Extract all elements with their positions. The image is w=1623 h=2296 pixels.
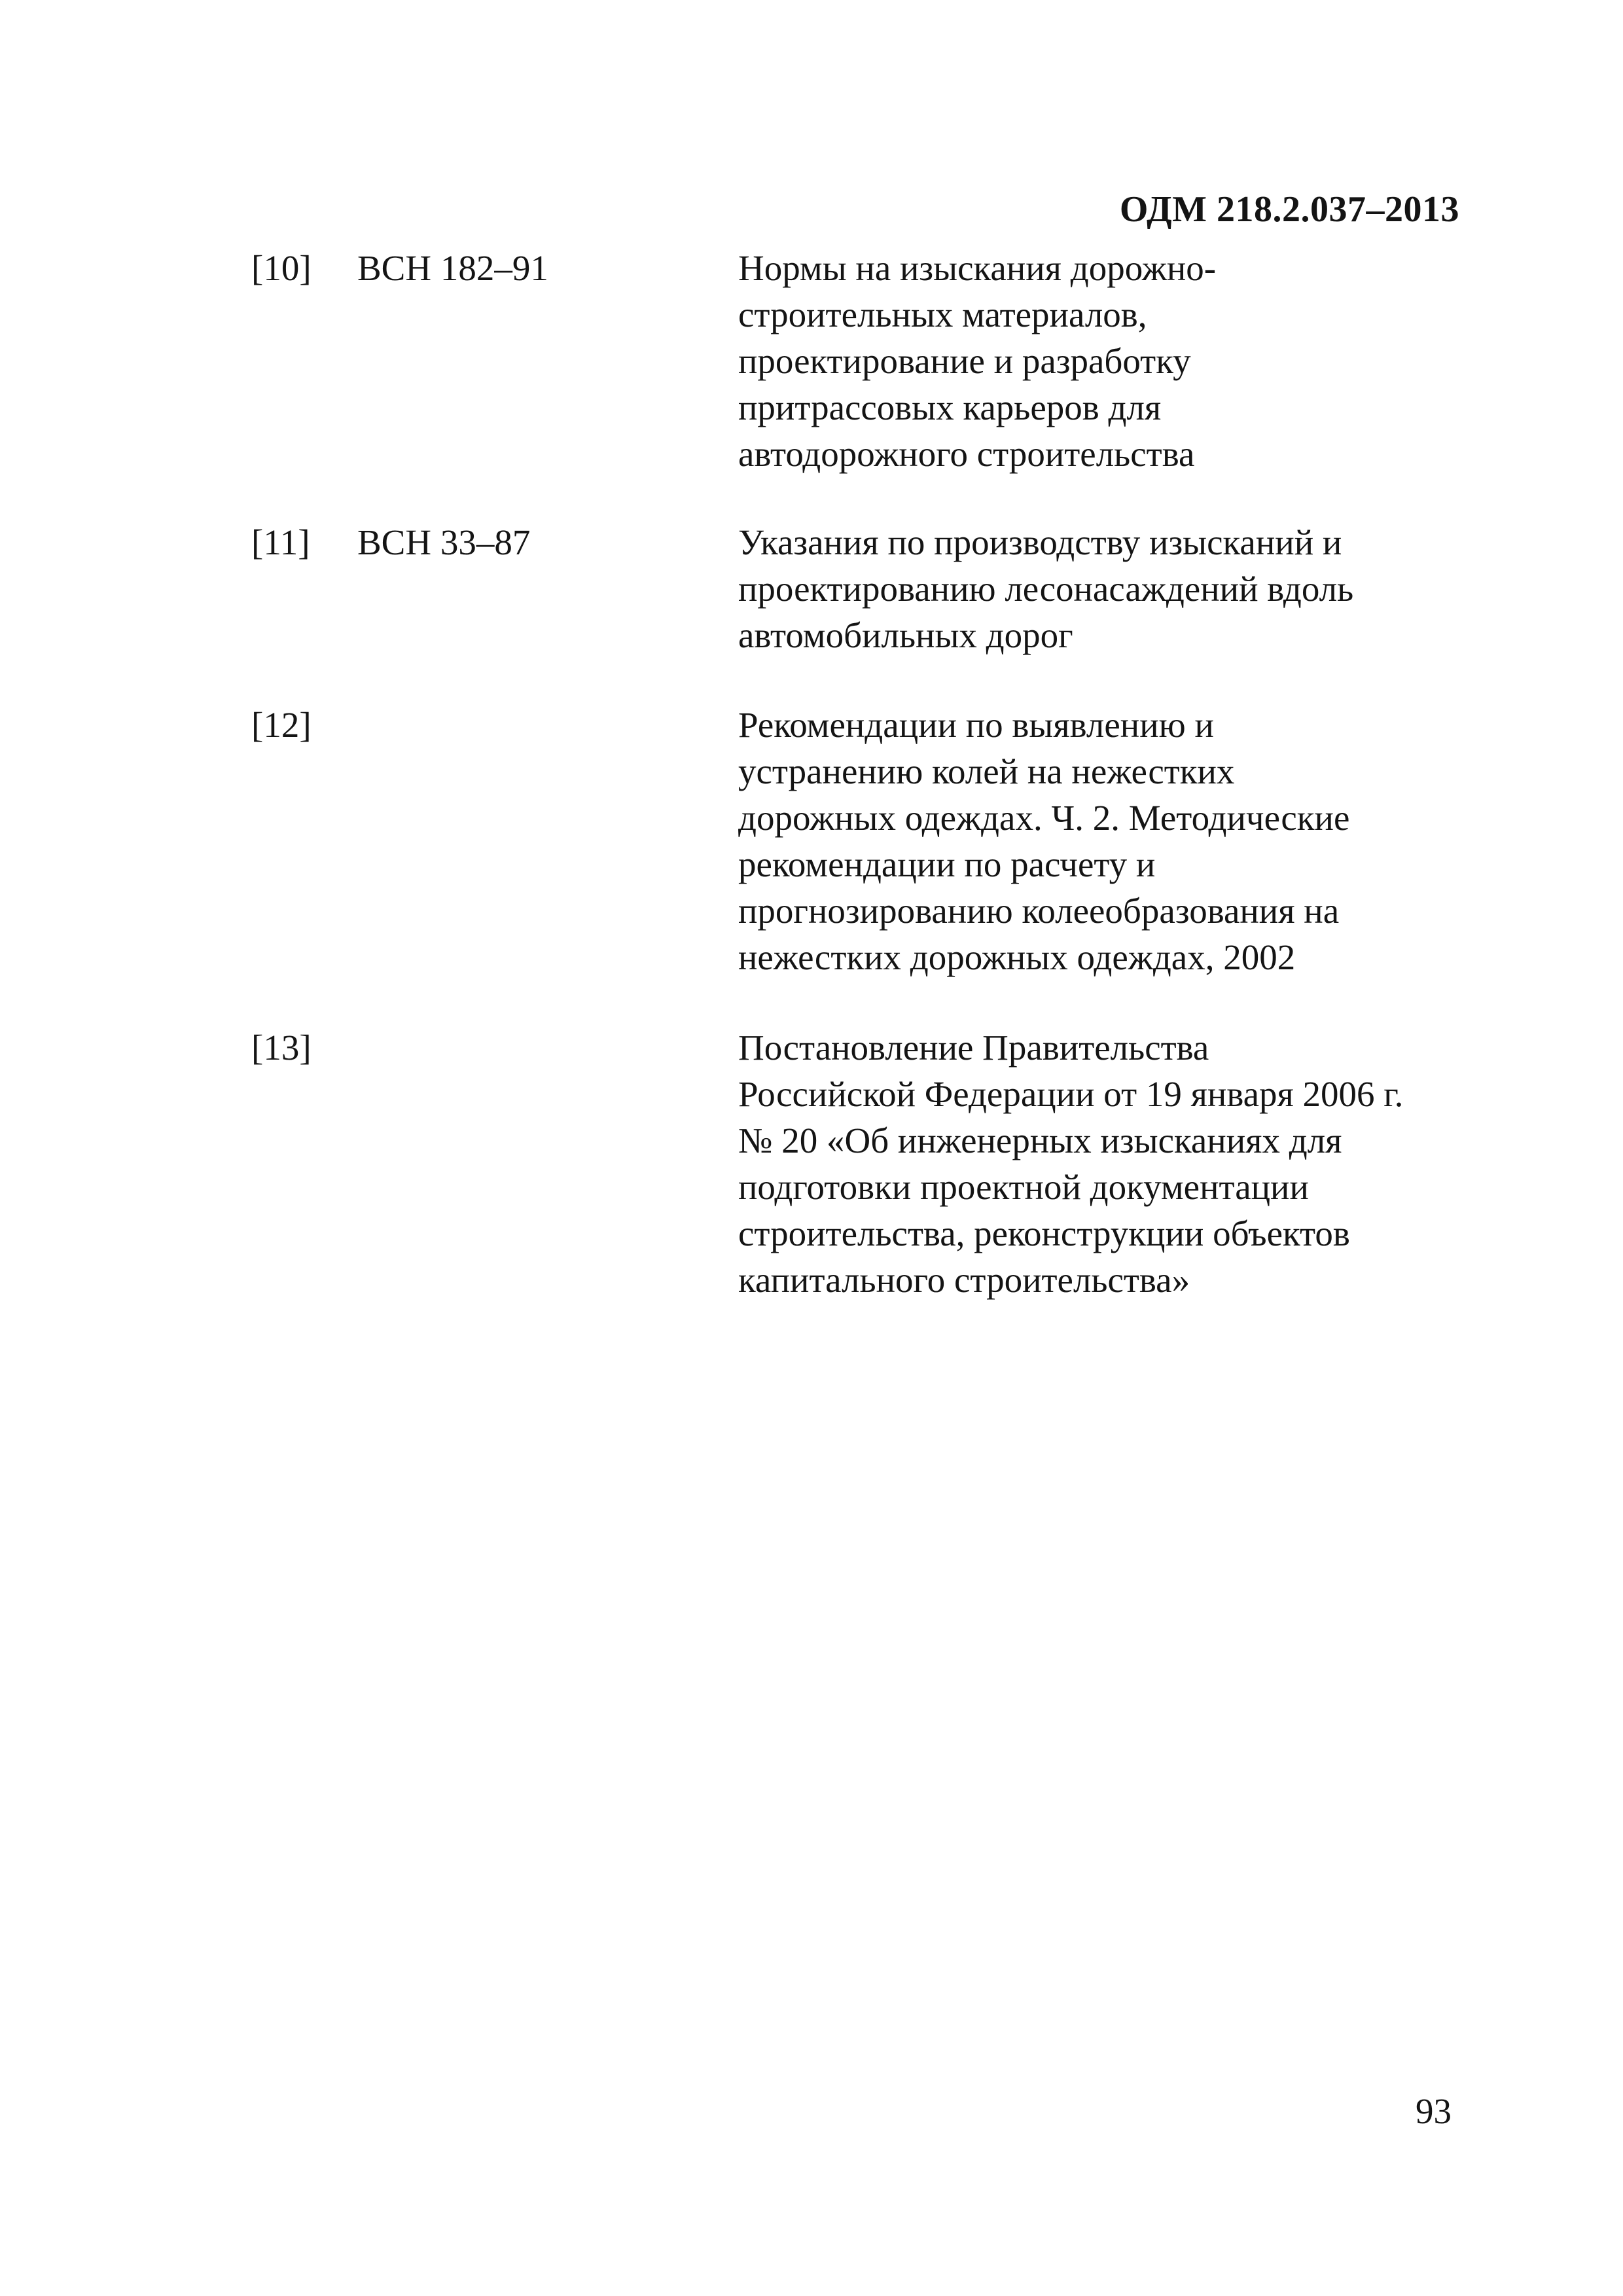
reference-title-line: автомобильных дорог bbox=[738, 615, 1073, 655]
reference-title-line: строительства, реконструкции объектов bbox=[738, 1213, 1350, 1253]
page-number: 93 bbox=[1416, 2091, 1452, 2131]
reference-title bbox=[738, 245, 1465, 477]
reference-title-line: устранению колей на нежестких bbox=[738, 751, 1235, 791]
reference-title bbox=[738, 1024, 1465, 1303]
reference-title-line: притрассовых карьеров для bbox=[738, 387, 1162, 427]
reference-title-line: рекомендации по расчету и bbox=[738, 844, 1156, 884]
reference-code: ВСН 33–87 bbox=[357, 522, 531, 562]
reference-code: ВСН 182–91 bbox=[357, 248, 548, 288]
reference-number: [10] bbox=[251, 248, 312, 288]
reference-title-line: Нормы на изыскания дорожно- bbox=[738, 248, 1217, 288]
reference-title-line: подготовки проектной документации bbox=[738, 1167, 1309, 1207]
reference-title-line: дорожных одеждах. Ч. 2. Методические bbox=[738, 798, 1350, 838]
reference-title bbox=[738, 702, 1465, 980]
reference-title-line: автодорожного строительства bbox=[738, 434, 1195, 474]
reference-number: [13] bbox=[251, 1028, 312, 1067]
reference-title-line: проектирование и разработку bbox=[738, 341, 1191, 381]
reference-title-line: проектированию лесонасаждений вдоль bbox=[738, 569, 1354, 609]
reference-title-line: Постановление Правительства bbox=[738, 1028, 1209, 1067]
document-code: ОДМ 218.2.037–2013 bbox=[1119, 189, 1459, 230]
reference-title-line: нежестких дорожных одеждах, 2002 bbox=[738, 937, 1296, 977]
reference-title-line: строительных материалов, bbox=[738, 295, 1147, 334]
reference-title-line: капитального строительства» bbox=[738, 1260, 1190, 1300]
reference-title-line: Рекомендации по выявлению и bbox=[738, 705, 1214, 745]
reference-number: [12] bbox=[251, 705, 312, 745]
reference-number: [11] bbox=[251, 522, 310, 562]
reference-title-line: Российской Федерации от 19 января 2006 г. bbox=[738, 1074, 1404, 1114]
reference-title-line: прогнозированию колееобразования на bbox=[738, 891, 1340, 931]
reference-title-line: Указания по производству изысканий и bbox=[738, 522, 1342, 562]
reference-title bbox=[738, 519, 1465, 658]
reference-title-line: № 20 «Об инженерных изысканиях для bbox=[738, 1121, 1342, 1160]
